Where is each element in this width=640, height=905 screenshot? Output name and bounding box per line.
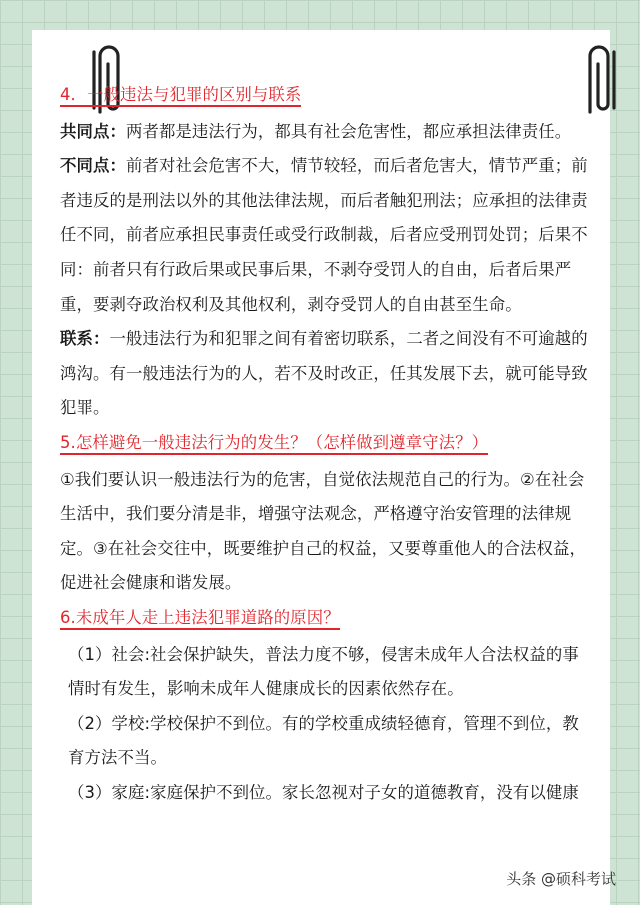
- section-heading: [60, 426, 588, 461]
- difference-text: 前者对社会危害不大，情节较轻，而后者危害大，情节严重；前者违反的是刑法以外的其他法律法规，而后者触犯刑法；应承担的法律责任不同，前者应承担民事责任或受行政制裁，后者应受刑罚处罚；后果不同：前者只有行政后果或民事后果，不剥夺受罚人的自由，后者后果严重，要剥夺政治权利及其他权利，剥夺受罚人的自由甚至生命。: [60, 156, 588, 314]
- paragraph-difference: [60, 149, 588, 322]
- list-item: （2）学校:学校保护不到位。有的学校重成绩轻德育，管理不到位，教育方法不当。: [68, 713, 579, 768]
- common-text: 两者都是违法行为，都具有社会危害性，都应承担法律责任。: [125, 121, 572, 141]
- watermark: 头条 @硕科考试: [506, 870, 616, 888]
- document-content: [60, 78, 588, 810]
- paragraph-avoid: ①我们要认识一般违法行为的危害，自觉依法规范自己的行为。②在社会生活中，我们要分清是非，增强守法观念，严格遵守治安管理的法律规定。③在社会交往中，既要维护自己的权益，又要尊重他人的合法权益，促进社会健康和谐发展。: [60, 469, 587, 593]
- term-link: 联系：: [60, 329, 110, 349]
- section5-heading-text: 5.怎样避免一般违法行为的发生？（怎样做到遵章守法？）: [60, 433, 488, 455]
- paragraph-common: [60, 115, 588, 150]
- list-item: （1）社会:社会保护缺失，普法力度不够，侵害未成年人合法权益的事情时有发生，影响未成年人健康成长的因素依然存在。: [68, 644, 579, 699]
- paragraph-link: [60, 322, 588, 426]
- section-heading: [60, 601, 588, 636]
- term-common: 共同点：: [60, 121, 126, 141]
- link-text: 一般违法行为和犯罪之间有着密切联系，二者之间没有不可逾越的鸿沟。有一般违法行为的人，若不及时改正，任其发展下去，就可能导致犯罪。: [60, 329, 588, 418]
- list-item: （3）家庭:家庭保护不到位。家长忽视对子女的道德教育，没有以健康: [68, 782, 579, 802]
- term-difference: 不同点：: [60, 156, 126, 176]
- section4-heading-text: 4．一般违法与犯罪的区别与联系: [60, 85, 301, 107]
- section6-heading-text: 6.未成年人走上违法犯罪道路的原因？: [60, 608, 340, 630]
- section-heading: [60, 78, 588, 113]
